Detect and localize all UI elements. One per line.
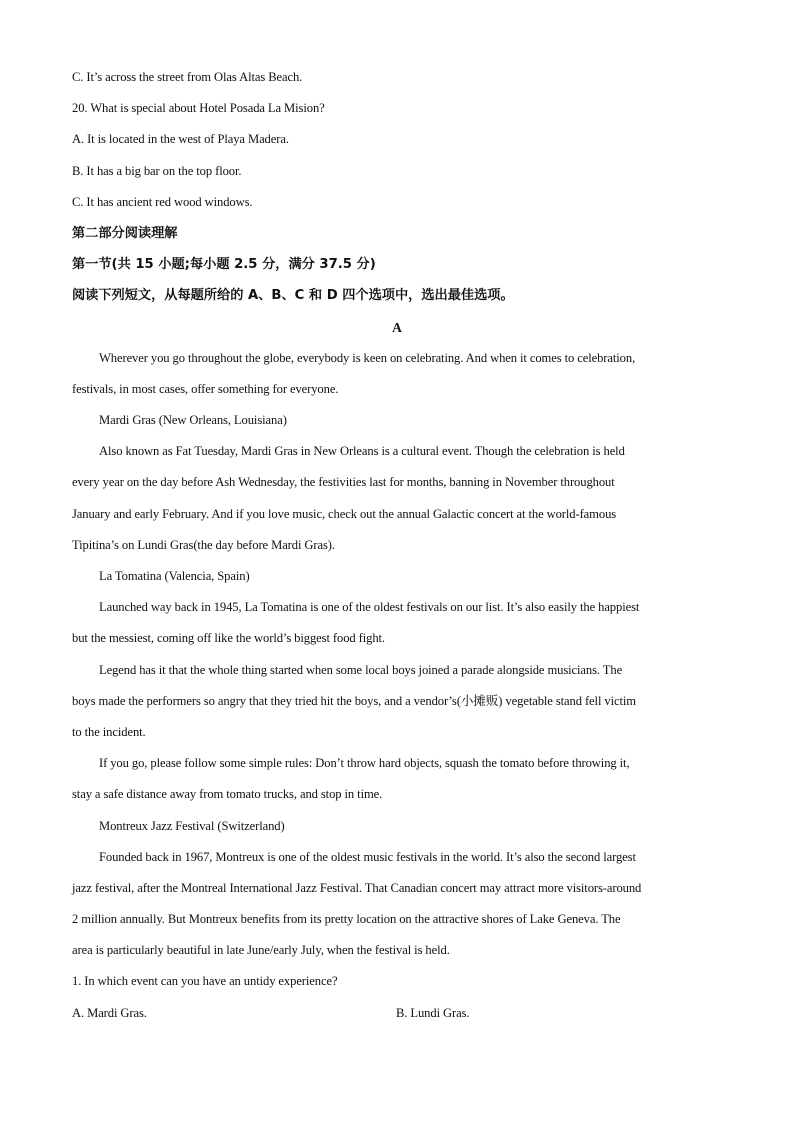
q20-option-a: A. It is located in the west of Playa Madera. — [72, 132, 289, 147]
passage-label: A — [392, 319, 402, 335]
q20-question: 20. What is special about Hotel Posada La Mision? — [72, 101, 325, 116]
q1-option-a: A. Mardi Gras. — [72, 1005, 147, 1020]
tomatina-heading: La Tomatina (Valencia, Spain) — [99, 569, 250, 583]
mardi-heading: Mardi Gras (New Orleans, Louisiana) — [99, 413, 287, 428]
tomatina-line: If you go, please follow some simple rules: Don’t throw hard objects, squash the tomato before throwing it, — [99, 756, 630, 771]
montreux-heading: Montreux Jazz Festival (Switzerland) — [99, 818, 285, 833]
mardi-line: every year on the day before Ash Wednesday, the festivities last for months, banning in November throughout — [72, 475, 615, 490]
tomatina-line: Legend has it that the whole thing started when some local boys joined a parade alongside musicians. The — [99, 662, 623, 677]
tomatina-line: boys made the performers so angry that they tried hit the boys, and a vendor’s(小摊贩) vegetable stand fell victim — [72, 693, 636, 708]
tomatina-line: stay a safe distance away from tomato trucks, and stop in time. — [72, 787, 383, 802]
mardi-line: Tipitina’s on Lundi Gras(the day before Mardi Gras). — [72, 537, 335, 552]
montreux-line: jazz festival, after the Montreal International Jazz Festival. That Canadian concert may attract more visitors-around — [72, 880, 642, 895]
montreux-line: Founded back in 1967, Montreux is one of the oldest music festivals in the world. It’s also the second largest — [99, 849, 636, 864]
tomatina-line: to the incident. — [72, 724, 146, 739]
subsection-title: 第一节(共 15 小题;每小题 2.5 分，满分 37.5 分) — [72, 257, 376, 273]
montreux-line: area is particularly beautiful in late June/early July, when the festival is held. — [72, 943, 450, 958]
q19-option-c: C. It’s across the street from Olas Altas Beach. — [72, 70, 303, 84]
mardi-line: Also known as Fat Tuesday, Mardi Gras in New Orleans is a cultural event. Though the celebration is held — [99, 444, 625, 459]
intro-line: festivals, in most cases, offer something for everyone. — [72, 381, 339, 396]
tomatina-line: but the messiest, coming off like the world’s biggest food fight. — [72, 631, 385, 646]
q1-options — [72, 998, 722, 1029]
part-title: 第二部分阅读理解 — [72, 225, 178, 241]
tomatina-line: Launched way back in 1945, La Tomatina is one of the oldest festivals on our list. It’s also easily the happiest — [99, 600, 640, 615]
montreux-line: 2 million annually. But Montreux benefits from its pretty location on the attractive shores of Lake Geneva. The — [72, 912, 621, 927]
q20-option-b: B. It has a big bar on the top floor. — [72, 163, 242, 178]
q1-question: 1. In which event can you have an untidy experience? — [72, 974, 338, 989]
q1-option-b: B. Lundi Gras. — [396, 1005, 470, 1020]
mardi-line: January and early February. And if you love music, check out the annual Galactic concert at the world-famous — [72, 506, 617, 521]
document-page — [72, 62, 722, 1029]
instruction: 阅读下列短文，从每题所给的 A、B、C 和 D 四个选项中，选出最佳选项。 — [72, 288, 514, 304]
intro-line: Wherever you go throughout the globe, everybody is keen on celebrating. And when it comes to celebration, — [99, 350, 636, 365]
q20-option-c: C. It has ancient red wood windows. — [72, 194, 253, 209]
